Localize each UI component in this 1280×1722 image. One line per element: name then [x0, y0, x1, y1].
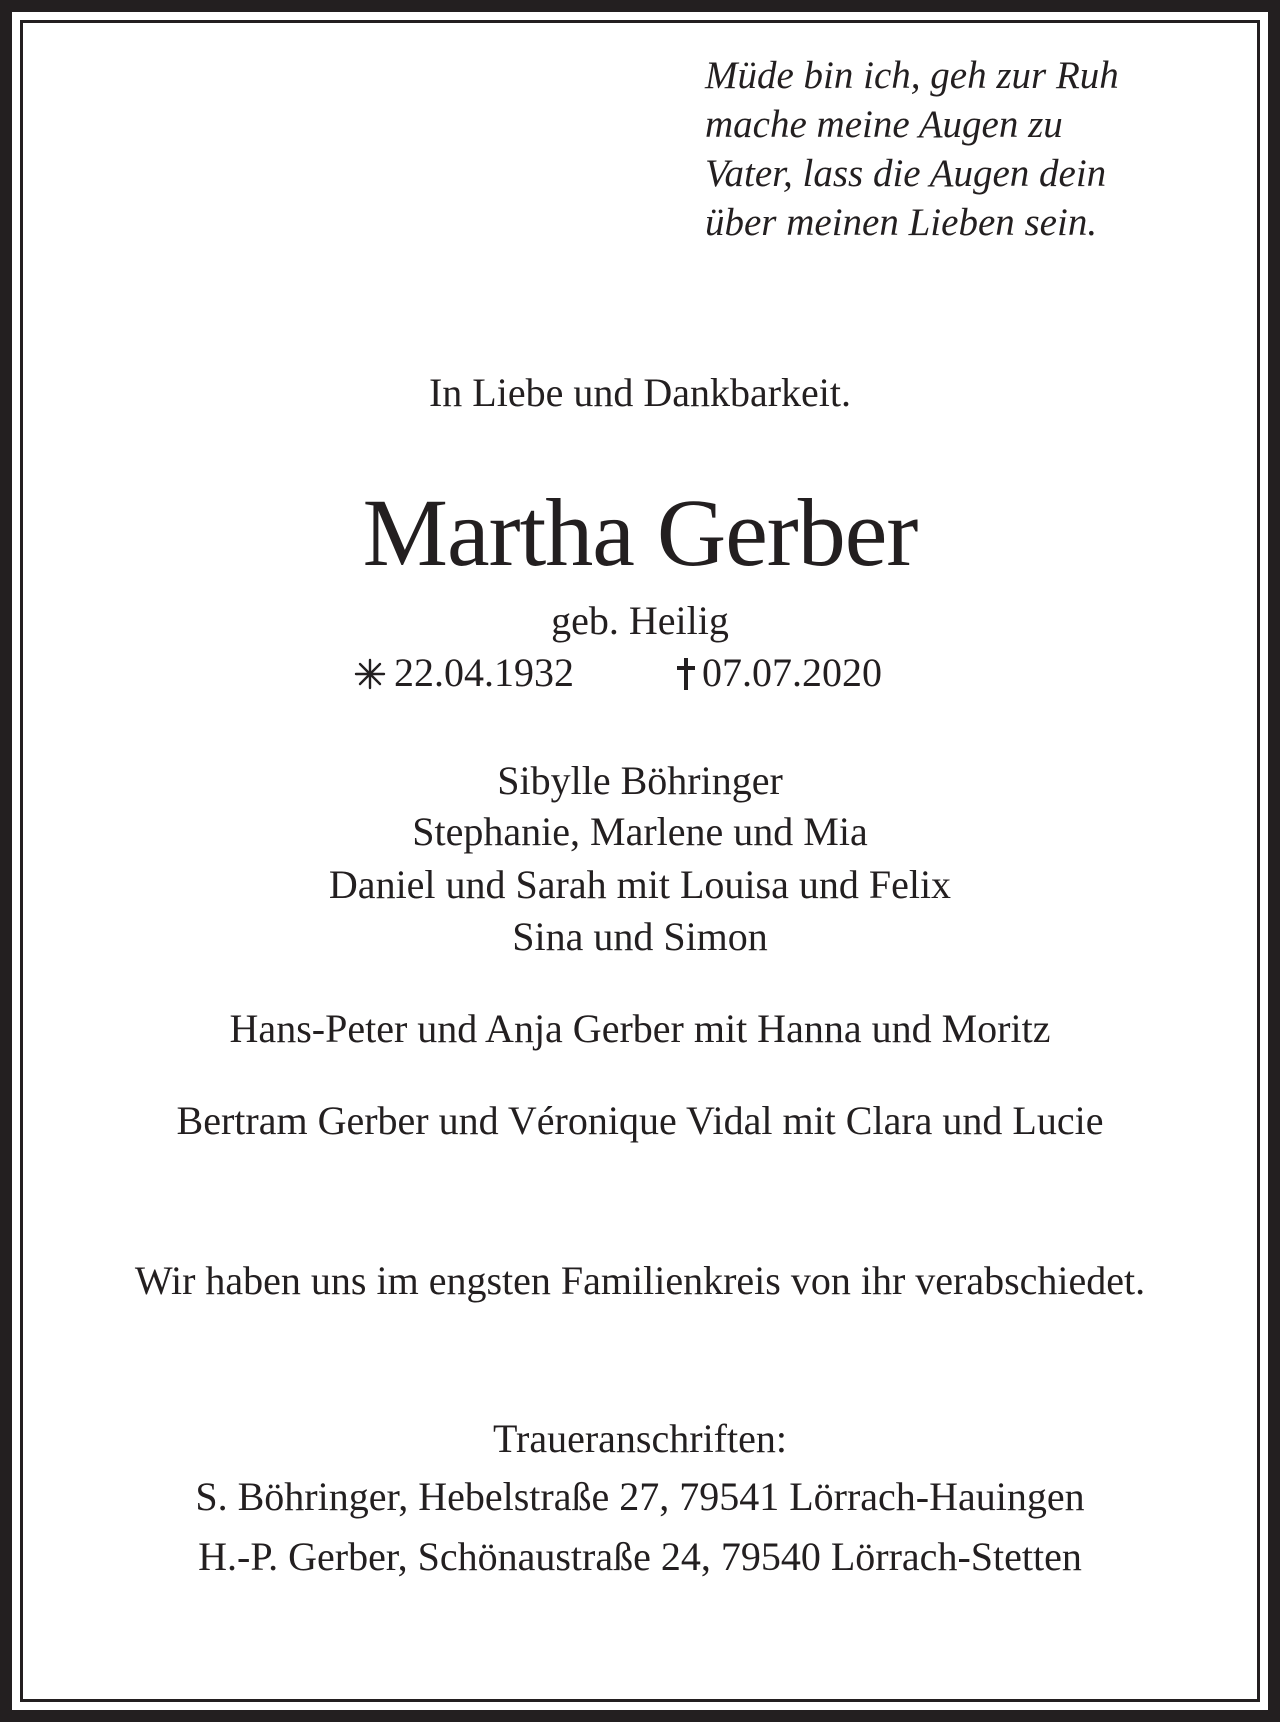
- life-dates: [0, 648, 1280, 698]
- mourner-line: Sina und Simon: [512, 914, 768, 959]
- address-line: S. Böhringer, Hebelstraße 27, 79541 Lörrach-Hauingen: [195, 1474, 1085, 1519]
- address-line: H.-P. Gerber, Schönaustraße 24, 79540 Lörrach-Stetten: [198, 1534, 1082, 1579]
- motto-line: mache meine Augen zu: [705, 103, 1063, 146]
- death-date: 07.07.2020: [702, 650, 882, 695]
- motto-line: über meinen Lieben sein.: [705, 201, 1098, 244]
- death-date-group: [676, 648, 882, 698]
- birth-date: 22.04.1932: [394, 650, 574, 695]
- motto-line: Vater, lass die Augen dein: [705, 152, 1107, 195]
- intro-text: In Liebe und Dankbarkeit.: [428, 370, 852, 415]
- motto-verse: [705, 51, 1225, 247]
- cross-icon: [676, 657, 696, 691]
- address-heading: Traueranschriften:: [493, 1416, 787, 1461]
- motto-line: Müde bin ich, geh zur Ruh: [705, 54, 1119, 97]
- deceased-name: Martha Gerber: [362, 479, 918, 586]
- mourner-line: Hans-Peter und Anja Gerber mit Hanna und Moritz: [229, 1006, 1051, 1051]
- mourner-line: Stephanie, Marlene und Mia: [412, 809, 868, 854]
- maiden-name: geb. Heilig: [551, 598, 729, 643]
- mourner-line: Bertram Gerber und Véronique Vidal mit Clara und Lucie: [176, 1098, 1104, 1143]
- mourner-line: Sibylle Böhringer: [497, 758, 783, 803]
- mourner-line: Daniel und Sarah mit Louisa und Felix: [328, 862, 952, 907]
- star-icon: [354, 658, 386, 690]
- birth-date-group: [354, 648, 574, 698]
- farewell-note: Wir haben uns im engsten Familienkreis von ihr verabschiedet.: [134, 1258, 1146, 1303]
